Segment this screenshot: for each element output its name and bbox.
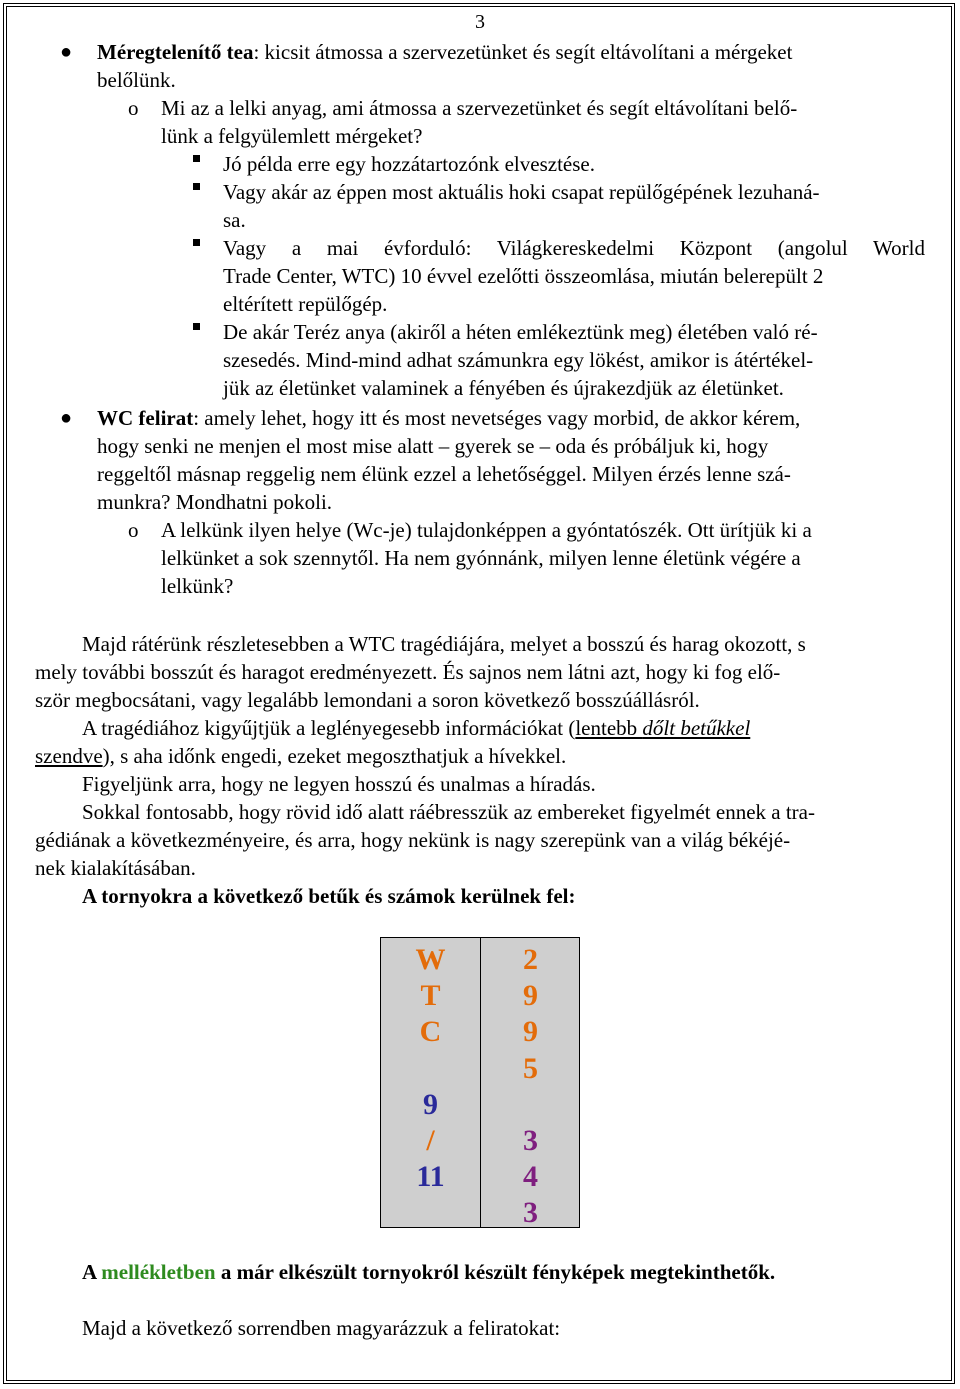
attachment-note: A mellékletben a már elkészült tornyokról készült fényképek megtekinthetők. <box>82 1260 776 1284</box>
para1-line1: Majd rátérünk részletesebben a WTC tragédiájára, melyet a bosszú és harag okozott, s <box>82 632 806 656</box>
sub-bullet-o: o <box>128 96 139 120</box>
para1-line2: mely további bosszút és haragot eredményezett. És sajnos nem látni azt, hogy ki fog elő- <box>35 660 781 684</box>
tower-left-column <box>381 942 480 1195</box>
bullet1-line1: Méregtelenítő tea: kicsit átmossa a szervezetünket és segít eltávolítani a mérgeket <box>97 40 793 64</box>
tower-left-char <box>381 1051 480 1087</box>
bullet2-sub-line2: lelkünket a sok szennytől. Ha nem gyónnánk, milyen lenne életünk végére a <box>161 546 801 570</box>
tower-right-char: 3 <box>523 1123 538 1157</box>
bullet2-sub-line1: A lelkünk ilyen helye (Wc-je) tulajdonképpen a gyóntatószék. Ott ürítjük ki a <box>161 518 812 542</box>
bullet2-line1: WC felirat: amely lehet, hogy itt és most nevetséges vagy morbid, de akkor kérem, <box>97 406 801 430</box>
bullet2-line2: hogy senki ne menjen el most mise alatt – gyerek se – oda és próbáljuk ki, hogy <box>97 434 769 458</box>
bullet1-subq-line2: lünk a felgyülemlett mérgeket? <box>161 124 423 148</box>
tower-left-char: T <box>420 979 441 1013</box>
item2-line2: sa. <box>223 208 246 232</box>
para4-line3: nek kialakításában. <box>35 856 196 880</box>
bullet-dot: ● <box>60 41 73 63</box>
tower-right-char: 2 <box>523 943 538 976</box>
bullet-dot: ● <box>60 407 73 429</box>
tower-right-char: 9 <box>523 1015 538 1049</box>
sub-bullet-o: o <box>128 518 139 542</box>
square-bullet <box>193 239 200 246</box>
square-bullet <box>193 183 200 190</box>
tower-right-char <box>481 1087 580 1123</box>
bullet2-sub-line3: lelkünk? <box>161 574 234 598</box>
para2-line1: A tragédiához kigyűjtjük a leglényegesebb információkat (lentebb dőlt betűkkel <box>82 716 751 740</box>
page-number: 3 <box>475 11 485 33</box>
square-bullet <box>193 155 200 162</box>
tower-right-char: 5 <box>523 1051 538 1085</box>
para2-line2: szendve), s aha időnk engedi, ezeket megoszthatjuk a hívekkel. <box>35 744 567 768</box>
para1-line3: ször megbocsátani, vagy legalább lemondani a soron következő bosszúállásról. <box>35 688 700 712</box>
tower-right-char: 3 <box>523 1196 538 1230</box>
tower-inscription-box <box>380 937 580 1228</box>
tower-right-char: 9 <box>523 979 538 1013</box>
bullet1-subq-line1: Mi az a lelki anyag, ami átmossa a szervezetünket és segít eltávolítani belő- <box>161 96 798 120</box>
para4-line2: gédiának a következményeire, és arra, hogy nekünk is nagy szerepünk van a világ békéjé- <box>35 828 791 852</box>
tower-left-char: W <box>415 943 446 976</box>
tower-left-char: 11 <box>416 1160 445 1194</box>
item2-line1: Vagy akár az éppen most aktuális hoki csapat repülőgépének lezuhaná- <box>223 180 820 204</box>
closing-line: Majd a következő sorrendben magyarázzuk a feliratokat: <box>82 1316 561 1340</box>
tower-left-char: 9 <box>423 1087 438 1121</box>
item4-line2: szesedés. Mind-mind adhat számunkra egy lökést, amikor is átértékel- <box>223 348 814 372</box>
item1-line1: Jó példa erre egy hozzátartozónk elvesztése. <box>223 152 595 176</box>
bullet1-line2: belőlünk. <box>97 68 176 92</box>
tower-right-char: 4 <box>523 1160 538 1194</box>
square-bullet <box>193 323 200 330</box>
para4-line1: Sokkal fontosabb, hogy rövid idő alatt ráébresszük az embereket figyelmét ennek a tra- <box>82 800 815 824</box>
tower-left-char: C <box>419 1015 442 1049</box>
bullet2-line3: reggeltől másnap reggelig nem élünk ezzel a lehetőséggel. Milyen érzés lenne szá- <box>97 462 791 486</box>
item3-line3: eltérített repülőgép. <box>223 292 388 316</box>
item3-line2: Trade Center, WTC) 10 évvel ezelőtti összeomlása, miután belerepült 2 <box>223 264 824 288</box>
para3: Figyeljünk arra, hogy ne legyen hosszú és unalmas a híradás. <box>82 772 596 796</box>
tower-right-column <box>481 942 580 1232</box>
tower-left-char: / <box>426 1123 435 1157</box>
item4-line3: jük az életünket valaminek a fényében és újrakezdjük az életünket. <box>223 376 784 400</box>
towers-heading: A tornyokra a következő betűk és számok kerülnek fel: <box>82 884 576 908</box>
bullet2-line4: munkra? Mondhatni pokoli. <box>97 490 333 514</box>
item4-line1: De akár Teréz anya (akiről a héten emlékeztünk meg) életében való ré- <box>223 320 818 344</box>
item3-line1: Vagy a mai évforduló: Világkereskedelmi Központ (angolul World <box>223 236 925 260</box>
